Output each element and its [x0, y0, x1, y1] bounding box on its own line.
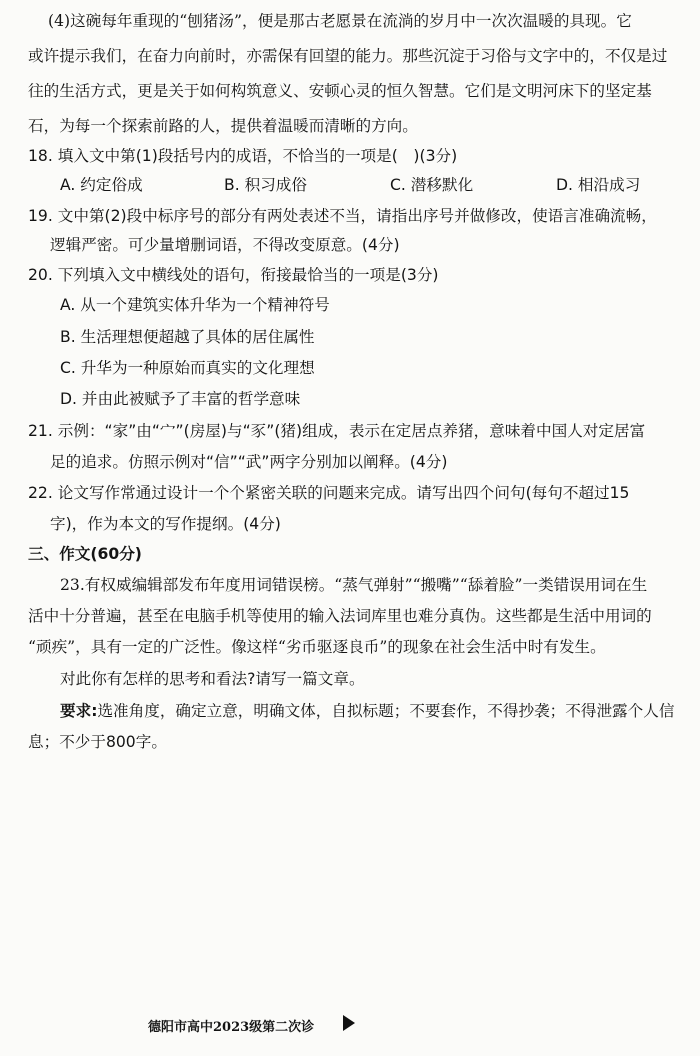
question-22-line-1: 22. 论文写作常通过设计一个个紧密关联的问题来完成。请写出四个问句(每句不超过15	[28, 484, 630, 502]
requirement-text-1: 选准角度，确定立意，明确文体，自拟标题；不要套作，不得抄袭；不得泄露个人信	[97, 702, 675, 720]
question-20-option-a: A. 从一个建筑实体升华为一个精神符号	[60, 296, 330, 314]
question-21-line-1: 21. 示例：“家”由“宀”(房屋)与“豕”(猪)组成，表示在定居点养猪，意味着中国人对定居富	[28, 422, 646, 440]
question-18-option-c: C. 潜移默化	[390, 176, 474, 194]
essay-section-heading: 三、作文(60分)	[28, 545, 142, 563]
question-20-option-c: C. 升华为一种原始而真实的文化理想	[60, 359, 315, 377]
question-18-option-a: A. 约定俗成	[60, 176, 143, 194]
essay-question: 对此你有怎样的思考和看法?请写一篇文章。	[60, 670, 365, 688]
passage-line-3: 往的生活方式，更是关于如何构筑意义、安顿心灵的恒久智慧。它们是文明河床下的坚定基	[28, 82, 652, 100]
question-21-line-2: 足的追求。仿照示例对“信”“武”两字分别加以阐释。(4分)	[50, 453, 448, 471]
requirement-label: 要求:	[60, 702, 98, 720]
question-19-line-1: 19. 文中第(2)段中标序号的部分有两处表述不当，请指出序号并做修改，使语言准确流畅，	[28, 207, 657, 225]
essay-requirements-line-2: 息；不少于800字。	[28, 733, 167, 751]
page-footer: 德阳市高中2023级第二次诊	[148, 1020, 315, 1035]
question-18-option-b: B. 积习成俗	[224, 176, 307, 194]
essay-requirements-line-1	[60, 700, 674, 722]
question-18-option-d: D. 相沿成习	[556, 176, 641, 194]
question-20-option-b: B. 生活理想便超越了具体的居住属性	[60, 328, 315, 346]
passage-line-4: 石，为每一个探索前路的人，提供着温暖而清晰的方向。	[28, 117, 418, 135]
question-22-line-2: 字)，作为本文的写作提纲。(4分)	[50, 515, 281, 533]
question-18-stem: 18. 填入文中第(1)段括号内的成语，不恰当的一项是( )(3分)	[28, 147, 458, 165]
essay-prompt-line-2: 活中十分普遍，甚至在电脑手机等使用的输入法词库里也难分真伪。这些都是生活中用词的	[28, 607, 652, 625]
passage-line-1: (4)这碗每年重现的“刨猪汤”，便是那古老愿景在流淌的岁月中一次次温暖的具现。它	[48, 12, 632, 30]
passage-line-2: 或许提示我们，在奋力向前时，亦需保有回望的能力。那些沉淀于习俗与文字中的，不仅是过	[28, 47, 668, 65]
question-20-stem: 20. 下列填入文中横线处的语句，衔接最恰当的一项是(3分)	[28, 266, 439, 284]
question-19-line-2: 逻辑严密。可少量增删词语，不得改变原意。(4分)	[50, 236, 400, 254]
essay-prompt-line-1: 23.有权威编辑部发布年度用词错误榜。“蒸气弹射”“搬嘴”“舔着脸”一类错误用词在生	[60, 576, 648, 594]
footer-arrow-icon	[343, 1015, 355, 1031]
question-20-option-d: D. 并由此被赋予了丰富的哲学意味	[60, 390, 301, 408]
essay-prompt-line-3: “顽疾”，具有一定的广泛性。像这样“劣币驱逐良币”的现象在社会生活中时有发生。	[28, 638, 606, 656]
